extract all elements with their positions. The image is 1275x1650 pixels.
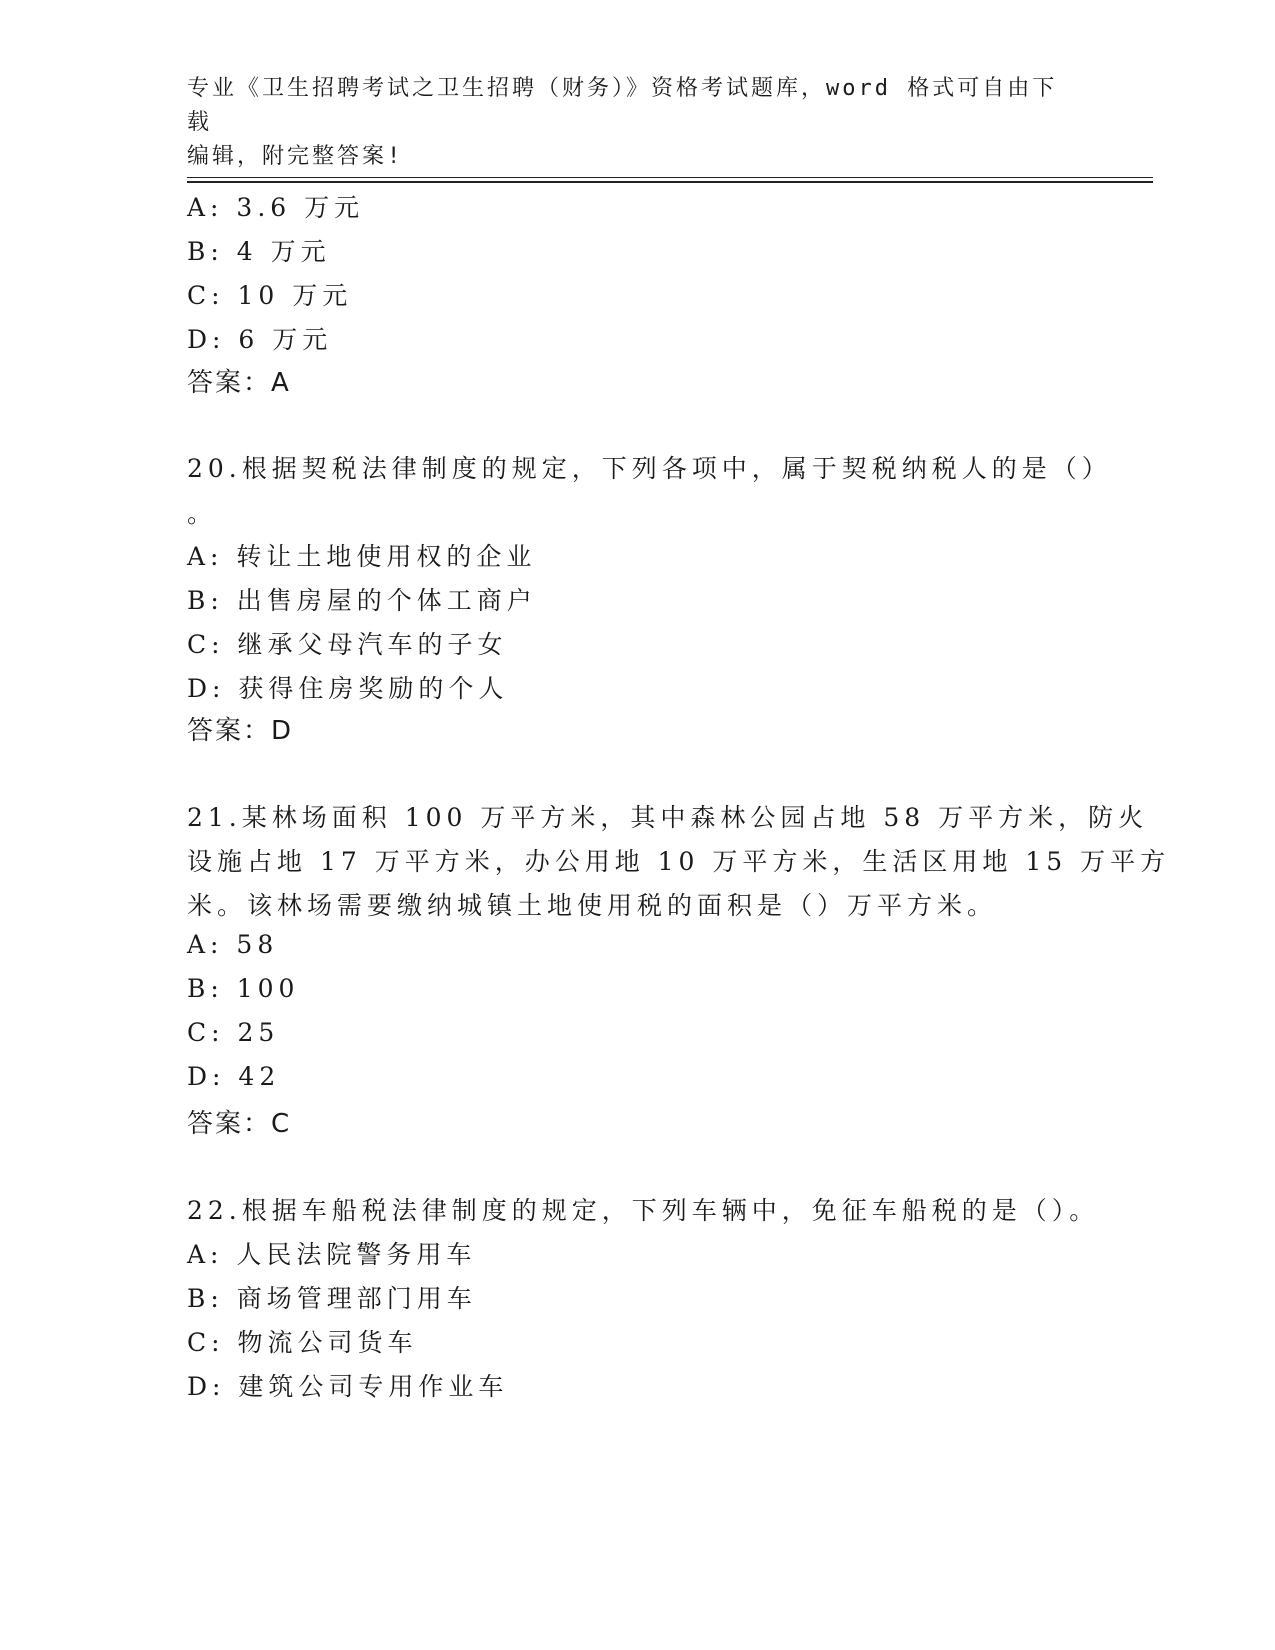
header-divider-thin	[187, 177, 1153, 178]
q19-option-c: C: 10 万元	[187, 281, 353, 310]
q22-option-b: B: 商场管理部门用车	[187, 1284, 477, 1313]
q22-stem-line-1: 22.根据车船税法律制度的规定，下列车辆中，免征车船税的是（）。	[187, 1196, 1100, 1225]
q21-option-d: D: 42	[187, 1062, 281, 1091]
q21-answer: 答案：C	[187, 1109, 292, 1139]
q19-option-a: A: 3.6 万元	[187, 193, 365, 222]
document-header	[187, 72, 1067, 174]
q19-option-b: B: 4 万元	[187, 237, 331, 266]
q21-option-c: C: 25	[187, 1018, 280, 1047]
header-line-1: 专业《卫生招聘考试之卫生招聘（财务）》资格考试题库，word 格式可自由下载	[187, 76, 1058, 135]
q19-option-d: D: 6 万元	[187, 325, 333, 354]
q22-option-c: C: 物流公司货车	[187, 1328, 418, 1357]
q20-option-c: C: 继承父母汽车的子女	[187, 630, 508, 659]
q20-option-d: D: 获得住房奖励的个人	[187, 674, 509, 703]
q21-option-a: A: 58	[187, 930, 279, 959]
header-line-2: 编辑，附完整答案!	[187, 144, 404, 169]
q20-stem-line-2: 。	[187, 499, 218, 528]
q20-option-b: B: 出售房屋的个体工商户	[187, 586, 537, 615]
q22-option-d: D: 建筑公司专用作业车	[187, 1372, 509, 1401]
q21-stem-line-3: 米。该林场需要缴纳城镇土地使用税的面积是（）万平方米。	[187, 891, 998, 920]
q21-option-b: B: 100	[187, 974, 300, 1003]
header-divider-thick	[187, 181, 1153, 183]
q20-stem-line-1: 20.根据契税法律制度的规定，下列各项中，属于契税纳税人的是（）	[187, 454, 1112, 483]
q20-answer: 答案：D	[187, 716, 294, 746]
q21-stem-line-1: 21.某林场面积 100 万平方米，其中森林公园占地 58 万平方米，防火	[187, 803, 1149, 832]
q20-option-a: A: 转让土地使用权的企业	[187, 542, 537, 571]
q19-answer: 答案：A	[187, 368, 291, 398]
q21-stem-line-2: 设施占地 17 万平方米，办公用地 10 万平方米，生活区用地 15 万平方	[187, 847, 1171, 876]
q22-option-a: A: 人民法院警务用车	[187, 1240, 477, 1269]
